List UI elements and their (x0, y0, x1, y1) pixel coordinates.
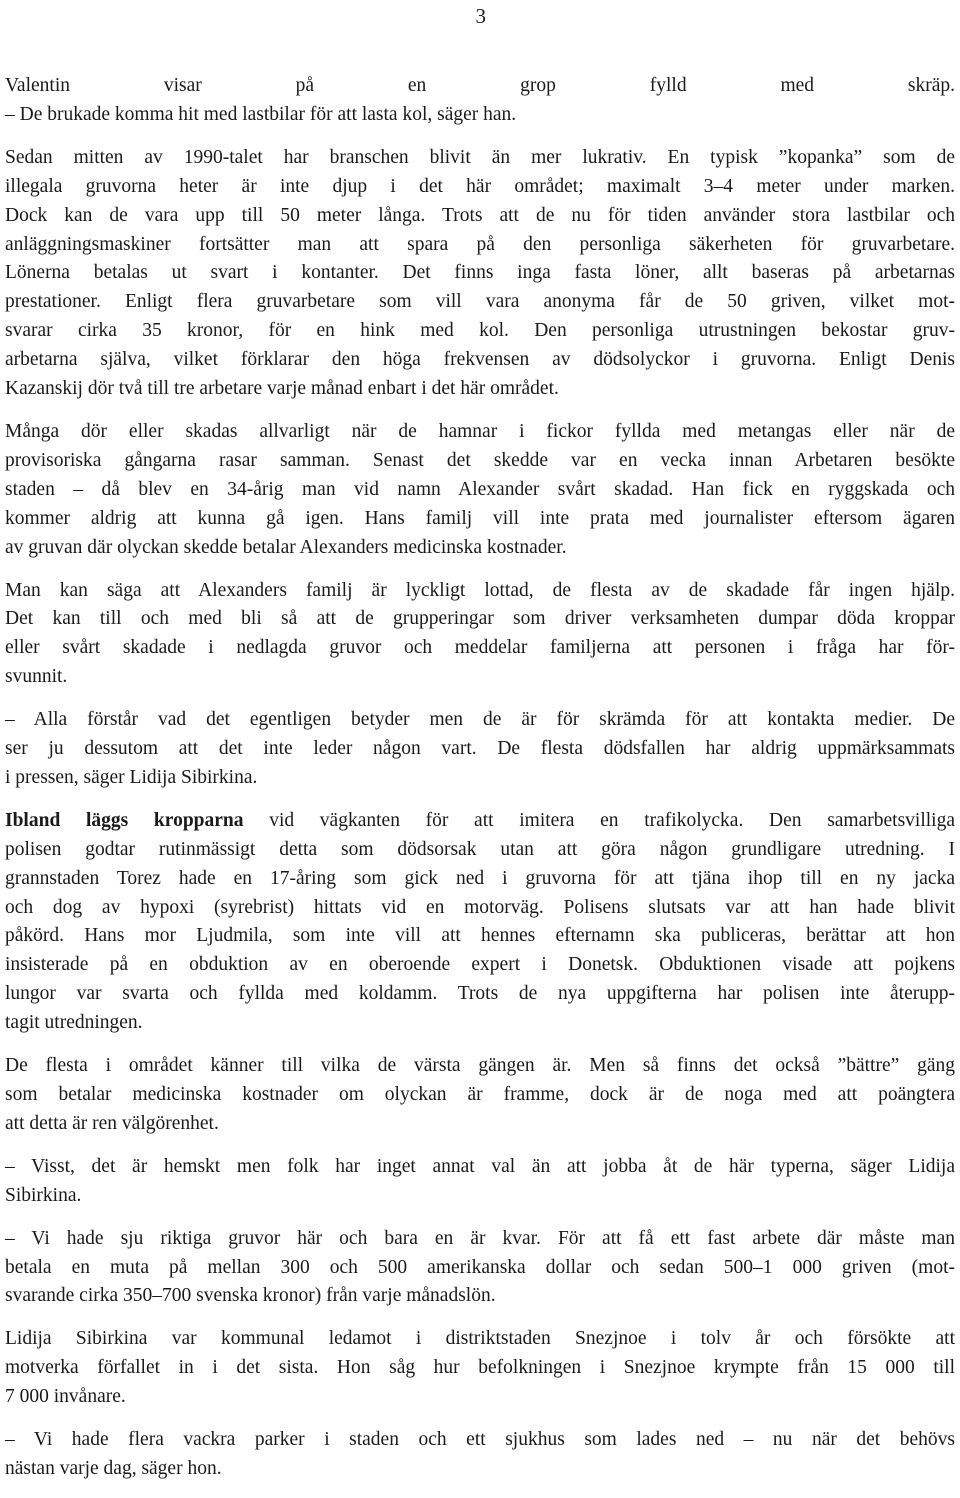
text-line: betala en muta på mellan 300 och 500 amerikanska dollar och sedan 500–1 000 griven (mot- (5, 1256, 955, 1278)
text-line: Dock kan de vara upp till 50 meter långa. Trots att de nu för tiden använder stora lastbilar och (5, 204, 955, 226)
text-line: – Vi hade sju riktiga gruvor här och bara en är kvar. För att få ett fast arbete där måste man (5, 1227, 955, 1249)
lead-in-bold: Ibland läggs kropparna (5, 809, 244, 831)
text-line: svunnit. (5, 666, 68, 688)
text-line: motverka förfallet in i det sista. Hon såg hur befolkningen i Snezjnoe krympte från 15 000 till (5, 1357, 955, 1379)
text-line: Kazanskij dör två till tre arbetare varje månad enbart i det här området. (5, 378, 559, 400)
text-line (5, 807, 955, 836)
text-line: Det kan till och med bli så att de grupperingar som driver verksamheten dumpar döda kroppar (5, 608, 955, 630)
text-line-rest: vid vägkanten för att imitera en trafikolycka. Den samarbetsvilliga (243, 809, 955, 831)
paragraph (5, 577, 955, 693)
text-line: polisen godtar rutinmässigt detta som dödsorsak utan att göra någon grundligare utredning. I (5, 838, 955, 860)
text-line: De flesta i området känner till vilka de värsta gängen är. Men så finns det också ”bättre” gäng (5, 1055, 955, 1077)
paragraph (5, 1225, 955, 1312)
text-line: illegala gruvorna heter är inte djup i det här området; maximalt 3–4 meter under marken. (5, 175, 955, 197)
text-line: i pressen, säger Lidija Sibirkina. (5, 766, 258, 788)
text-line: Sedan mitten av 1990-talet har branschen blivit än mer lukrativ. En typisk ”kopanka” som de (5, 146, 955, 168)
text-line: anläggningsmaskiner fortsätter man att spara på den personliga säkerheten för gruvarbetare. (5, 233, 955, 255)
text-line: eller svårt skadade i nedlagda gruvor och meddelar familjerna att personen i fråga har för- (5, 637, 955, 659)
text-line: av gruvan där olyckan skedde betalar Alexanders medicinska kostnader. (5, 536, 567, 558)
paragraph (5, 706, 955, 793)
text-line: prestationer. Enligt flera gruvarbetare som vill vara anonyma får de 50 griven, vilket mot- (5, 291, 955, 313)
paragraph (5, 1052, 955, 1139)
text-line: påkörd. Hans mor Ljudmila, som inte vill att hennes efternamn ska publiceras, berättar att hon (5, 925, 955, 947)
paragraph (5, 72, 955, 130)
text-line: Lidija Sibirkina var kommunal ledamot i distriktstaden Snezjnoe i tolv år och försökte att (5, 1328, 955, 1350)
page-number: 3 (475, 4, 486, 28)
paragraph (5, 1153, 955, 1211)
text-line: ser ju dessutom att det inte leder någon vart. De flesta dödsfallen har aldrig uppmärksammats (5, 738, 955, 760)
text-line: kommer aldrig att kunna gå igen. Hans familj vill inte prata med journalister eftersom ägaren (5, 507, 955, 529)
text-line: nästan varje dag, säger hon. (5, 1457, 222, 1479)
paragraph (5, 807, 955, 1038)
text-line: Man kan säga att Alexanders familj är lyckligt lottad, de flesta av de skadade får ingen hjälp. (5, 579, 955, 601)
text-line: lungor var svarta och fyllda med koldamm. Trots de nya uppgifterna har polisen inte återupp- (5, 983, 955, 1005)
text-line: – Vi hade flera vackra parker i staden och ett sjukhus som lades ned – nu när det behövs (5, 1429, 955, 1451)
text-line: Många dör eller skadas allvarligt när de hamnar i fickor fyllda med metangas eller när de (5, 420, 955, 442)
text-line: – De brukade komma hit med lastbilar för att lasta kol, säger han. (5, 103, 517, 125)
text-line: som betalar medicinska kostnader om olyckan är framme, dock är de noga med att poängtera (5, 1084, 955, 1105)
text-line: provisoriska gångarna rasar samman. Senast det skedde var en vecka innan Arbetaren besökte (5, 449, 955, 471)
text-line: Valentin visar på en grop fylld med skräp. (5, 75, 955, 96)
text-line: Sibirkina. (5, 1184, 82, 1206)
text-line: arbetarna själva, vilket förklarar den höga frekvensen av dödsolyckor i gruvorna. Enligt Denis (5, 349, 955, 371)
paragraph (5, 1426, 955, 1484)
text-line: svarar cirka 35 kronor, för en hink med kol. Den personliga utrustningen bekostar gruv- (5, 320, 955, 342)
text-line: svarande cirka 350–700 svenska kronor) från varje månadslön. (5, 1285, 496, 1307)
text-line: insisterade på en obduktion av en oberoende expert i Donetsk. Obduktionen visade att pojkens (5, 954, 955, 976)
text-line: grannstaden Torez hade en 17-åring som gick ned i gruvorna för att tjäna ihop till en ny jacka (5, 867, 955, 889)
text-line: Lönerna betalas ut svart i kontanter. Det finns inga fasta löner, allt baseras på arbetarnas (5, 262, 955, 284)
text-line: tagit utredningen. (5, 1012, 143, 1034)
text-line: 7 000 invånare. (5, 1386, 126, 1408)
article-body (5, 72, 955, 1498)
text-line: – Visst, det är hemskt men folk har inget annat val än att jobba åt de här typerna, säger Lidija (5, 1155, 955, 1177)
text-line: – Alla förstår vad det egentligen betyder men de är för skrämda för att kontakta medier. De (5, 709, 955, 731)
text-line: att detta är ren välgörenhet. (5, 1112, 219, 1134)
text-line: och dog av hypoxi (syrebrist) hittats vid en motorväg. Polisens slutsats var att han hade blivit (5, 896, 955, 918)
paragraph (5, 144, 955, 404)
text-line: staden – då blev en 34-årig man vid namn Alexander svårt skadad. Han fick en ryggskada och (5, 478, 955, 500)
paragraph (5, 418, 955, 563)
paragraph (5, 1325, 955, 1412)
